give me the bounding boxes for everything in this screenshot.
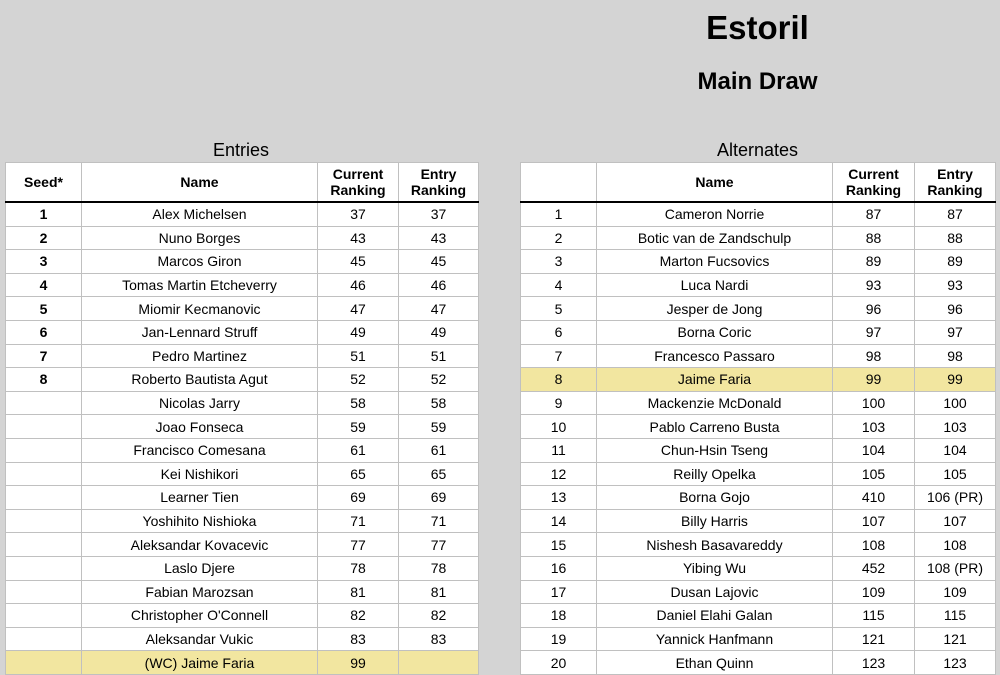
current-ranking-column-header: Current Ranking (318, 163, 399, 203)
name-cell: Tomas Martin Etcheverry (82, 273, 318, 297)
current-ranking-cell: 410 (833, 486, 915, 510)
number-cell: 10 (521, 415, 597, 439)
entry-ranking-cell: 103 (915, 415, 996, 439)
current-ranking-cell: 121 (833, 627, 915, 651)
seed-cell (6, 438, 82, 462)
current-ranking-cell: 96 (833, 297, 915, 321)
name-cell: Marcos Giron (82, 250, 318, 274)
table-row (6, 297, 479, 321)
current-ranking-cell: 59 (318, 415, 399, 439)
number-cell: 6 (521, 320, 597, 344)
name-cell: Christopher O'Connell (82, 604, 318, 628)
current-ranking-cell: 83 (318, 627, 399, 651)
seed-cell (6, 486, 82, 510)
current-ranking-cell: 89 (833, 250, 915, 274)
name-cell: Jan-Lennard Struff (82, 320, 318, 344)
number-cell: 13 (521, 486, 597, 510)
entry-ranking-cell: 77 (399, 533, 479, 557)
table-row (6, 202, 479, 226)
current-ranking-cell: 58 (318, 391, 399, 415)
seed-cell: 4 (6, 273, 82, 297)
name-cell: Botic van de Zandschulp (597, 226, 833, 250)
name-cell: Dusan Lajovic (597, 580, 833, 604)
table-row (521, 226, 996, 250)
entry-ranking-cell: 123 (915, 651, 996, 675)
entry-ranking-cell: 87 (915, 202, 996, 226)
current-ranking-cell: 115 (833, 604, 915, 628)
entry-ranking-cell: 37 (399, 202, 479, 226)
entry-ranking-cell: 45 (399, 250, 479, 274)
entry-ranking-cell: 52 (399, 368, 479, 392)
name-cell: Billy Harris (597, 509, 833, 533)
current-ranking-cell: 37 (318, 202, 399, 226)
seed-column-header: Seed* (6, 163, 82, 203)
name-cell: Yoshihito Nishioka (82, 509, 318, 533)
current-ranking-cell: 123 (833, 651, 915, 675)
current-ranking-cell: 71 (318, 509, 399, 533)
table-row (6, 438, 479, 462)
table-row (6, 368, 479, 392)
number-cell: 11 (521, 438, 597, 462)
name-cell: Daniel Elahi Galan (597, 604, 833, 628)
table-row (521, 344, 996, 368)
current-ranking-cell: 88 (833, 226, 915, 250)
current-ranking-cell: 105 (833, 462, 915, 486)
number-cell: 19 (521, 627, 597, 651)
current-ranking-cell: 93 (833, 273, 915, 297)
table-row (6, 627, 479, 651)
current-ranking-cell: 100 (833, 391, 915, 415)
name-cell: Miomir Kecmanovic (82, 297, 318, 321)
number-column-header (521, 163, 597, 203)
entry-ranking-cell: 104 (915, 438, 996, 462)
current-ranking-cell: 65 (318, 462, 399, 486)
seed-cell (6, 580, 82, 604)
entry-ranking-cell: 59 (399, 415, 479, 439)
name-cell: Yannick Hanfmann (597, 627, 833, 651)
name-cell: Mackenzie McDonald (597, 391, 833, 415)
entry-ranking-cell: 96 (915, 297, 996, 321)
table-row (6, 344, 479, 368)
name-cell: Nuno Borges (82, 226, 318, 250)
entry-ranking-cell: 46 (399, 273, 479, 297)
table-row (6, 226, 479, 250)
table-row (521, 627, 996, 651)
number-cell: 5 (521, 297, 597, 321)
number-cell: 4 (521, 273, 597, 297)
entry-ranking-cell: 58 (399, 391, 479, 415)
seed-cell (6, 627, 82, 651)
table-row (6, 415, 479, 439)
table-row (6, 604, 479, 628)
current-ranking-cell: 87 (833, 202, 915, 226)
current-ranking-cell: 77 (318, 533, 399, 557)
entry-ranking-cell: 51 (399, 344, 479, 368)
alternates-table (520, 162, 996, 675)
name-cell: Kei Nishikori (82, 462, 318, 486)
number-cell: 18 (521, 604, 597, 628)
current-ranking-cell: 104 (833, 438, 915, 462)
entry-ranking-cell: 49 (399, 320, 479, 344)
current-ranking-column-header: Current Ranking (833, 163, 915, 203)
current-ranking-cell: 47 (318, 297, 399, 321)
current-ranking-cell: 46 (318, 273, 399, 297)
seed-cell (6, 391, 82, 415)
table-row (521, 533, 996, 557)
table-row (6, 580, 479, 604)
name-cell: Luca Nardi (597, 273, 833, 297)
name-cell: Learner Tien (82, 486, 318, 510)
entry-ranking-cell: 107 (915, 509, 996, 533)
entry-ranking-cell (399, 651, 479, 675)
seed-cell (6, 462, 82, 486)
current-ranking-cell: 81 (318, 580, 399, 604)
seed-cell: 1 (6, 202, 82, 226)
entry-ranking-cell: 88 (915, 226, 996, 250)
alternates-header-row (521, 163, 996, 203)
current-ranking-cell: 97 (833, 320, 915, 344)
table-row (521, 368, 996, 392)
current-ranking-cell: 98 (833, 344, 915, 368)
number-cell: 14 (521, 509, 597, 533)
table-row (521, 320, 996, 344)
name-cell: Ethan Quinn (597, 651, 833, 675)
entry-ranking-cell: 83 (399, 627, 479, 651)
seed-cell: 6 (6, 320, 82, 344)
seed-cell (6, 415, 82, 439)
table-row (521, 415, 996, 439)
table-row (521, 202, 996, 226)
seed-cell (6, 509, 82, 533)
current-ranking-cell: 49 (318, 320, 399, 344)
number-cell: 1 (521, 202, 597, 226)
entries-header-row (6, 163, 479, 203)
table-row (521, 580, 996, 604)
current-ranking-cell: 99 (833, 368, 915, 392)
current-ranking-cell: 45 (318, 250, 399, 274)
table-row (521, 486, 996, 510)
name-cell: Laslo Djere (82, 556, 318, 580)
entries-table (5, 162, 479, 675)
name-cell: Francisco Comesana (82, 438, 318, 462)
table-row (521, 438, 996, 462)
current-ranking-cell: 69 (318, 486, 399, 510)
seed-cell (6, 533, 82, 557)
table-row (6, 320, 479, 344)
entry-ranking-cell: 105 (915, 462, 996, 486)
name-cell: Fabian Marozsan (82, 580, 318, 604)
name-cell: Jaime Faria (597, 368, 833, 392)
entry-ranking-cell: 81 (399, 580, 479, 604)
current-ranking-cell: 51 (318, 344, 399, 368)
current-ranking-cell: 452 (833, 556, 915, 580)
table-row (521, 273, 996, 297)
entry-ranking-column-header: Entry Ranking (915, 163, 996, 203)
seed-cell (6, 651, 82, 675)
name-cell: Joao Fonseca (82, 415, 318, 439)
table-row (6, 462, 479, 486)
entry-ranking-cell: 98 (915, 344, 996, 368)
entry-ranking-cell: 108 (915, 533, 996, 557)
table-row (6, 391, 479, 415)
table-row (6, 250, 479, 274)
number-cell: 8 (521, 368, 597, 392)
table-row (521, 250, 996, 274)
entry-ranking-cell: 82 (399, 604, 479, 628)
number-cell: 17 (521, 580, 597, 604)
current-ranking-cell: 52 (318, 368, 399, 392)
name-cell: (WC) Jaime Faria (82, 651, 318, 675)
name-cell: Reilly Opelka (597, 462, 833, 486)
number-cell: 2 (521, 226, 597, 250)
entry-ranking-cell: 93 (915, 273, 996, 297)
number-cell: 3 (521, 250, 597, 274)
name-cell: Yibing Wu (597, 556, 833, 580)
number-cell: 20 (521, 651, 597, 675)
alternates-caption: Alternates (716, 140, 799, 160)
name-cell: Pablo Carreno Busta (597, 415, 833, 439)
name-cell: Aleksandar Kovacevic (82, 533, 318, 557)
entry-ranking-column-header: Entry Ranking (399, 163, 479, 203)
draw-subtitle: Main Draw (697, 68, 818, 95)
current-ranking-cell: 43 (318, 226, 399, 250)
current-ranking-cell: 107 (833, 509, 915, 533)
name-cell: Aleksandar Vukic (82, 627, 318, 651)
name-cell: Alex Michelsen (82, 202, 318, 226)
table-row (521, 297, 996, 321)
table-row (521, 556, 996, 580)
table-row (6, 533, 479, 557)
table-row (6, 556, 479, 580)
table-row (521, 509, 996, 533)
entry-ranking-cell: 71 (399, 509, 479, 533)
name-cell: Cameron Norrie (597, 202, 833, 226)
current-ranking-cell: 103 (833, 415, 915, 439)
name-cell: Roberto Bautista Agut (82, 368, 318, 392)
table-row (521, 604, 996, 628)
entry-ranking-cell: 89 (915, 250, 996, 274)
seed-cell (6, 556, 82, 580)
entries-caption: Entries (212, 140, 270, 160)
table-row (6, 486, 479, 510)
name-cell: Borna Coric (597, 320, 833, 344)
entry-ranking-cell: 47 (399, 297, 479, 321)
number-cell: 15 (521, 533, 597, 557)
table-row (521, 651, 996, 675)
seed-cell: 5 (6, 297, 82, 321)
current-ranking-cell: 99 (318, 651, 399, 675)
name-column-header: Name (82, 163, 318, 203)
entry-ranking-cell: 78 (399, 556, 479, 580)
current-ranking-cell: 78 (318, 556, 399, 580)
number-cell: 12 (521, 462, 597, 486)
number-cell: 7 (521, 344, 597, 368)
table-row (6, 651, 479, 675)
table-row (6, 509, 479, 533)
seed-cell: 8 (6, 368, 82, 392)
entry-ranking-cell: 106 (PR) (915, 486, 996, 510)
entry-ranking-cell: 109 (915, 580, 996, 604)
entry-ranking-cell: 97 (915, 320, 996, 344)
entry-ranking-cell: 108 (PR) (915, 556, 996, 580)
number-cell: 16 (521, 556, 597, 580)
entry-ranking-cell: 100 (915, 391, 996, 415)
entry-ranking-cell: 61 (399, 438, 479, 462)
seed-cell (6, 604, 82, 628)
name-cell: Chun-Hsin Tseng (597, 438, 833, 462)
table-row (521, 391, 996, 415)
seed-cell: 2 (6, 226, 82, 250)
table-row (6, 273, 479, 297)
name-cell: Jesper de Jong (597, 297, 833, 321)
current-ranking-cell: 82 (318, 604, 399, 628)
table-row (521, 462, 996, 486)
name-column-header: Name (597, 163, 833, 203)
current-ranking-cell: 61 (318, 438, 399, 462)
number-cell: 9 (521, 391, 597, 415)
name-cell: Nishesh Basavareddy (597, 533, 833, 557)
name-cell: Borna Gojo (597, 486, 833, 510)
name-cell: Pedro Martinez (82, 344, 318, 368)
entry-ranking-cell: 115 (915, 604, 996, 628)
current-ranking-cell: 109 (833, 580, 915, 604)
name-cell: Francesco Passaro (597, 344, 833, 368)
entry-ranking-cell: 65 (399, 462, 479, 486)
seed-cell: 7 (6, 344, 82, 368)
entry-ranking-cell: 69 (399, 486, 479, 510)
seed-cell: 3 (6, 250, 82, 274)
entry-ranking-cell: 99 (915, 368, 996, 392)
current-ranking-cell: 108 (833, 533, 915, 557)
tournament-title: Estoril (706, 9, 809, 46)
entry-ranking-cell: 121 (915, 627, 996, 651)
name-cell: Marton Fucsovics (597, 250, 833, 274)
name-cell: Nicolas Jarry (82, 391, 318, 415)
entry-ranking-cell: 43 (399, 226, 479, 250)
